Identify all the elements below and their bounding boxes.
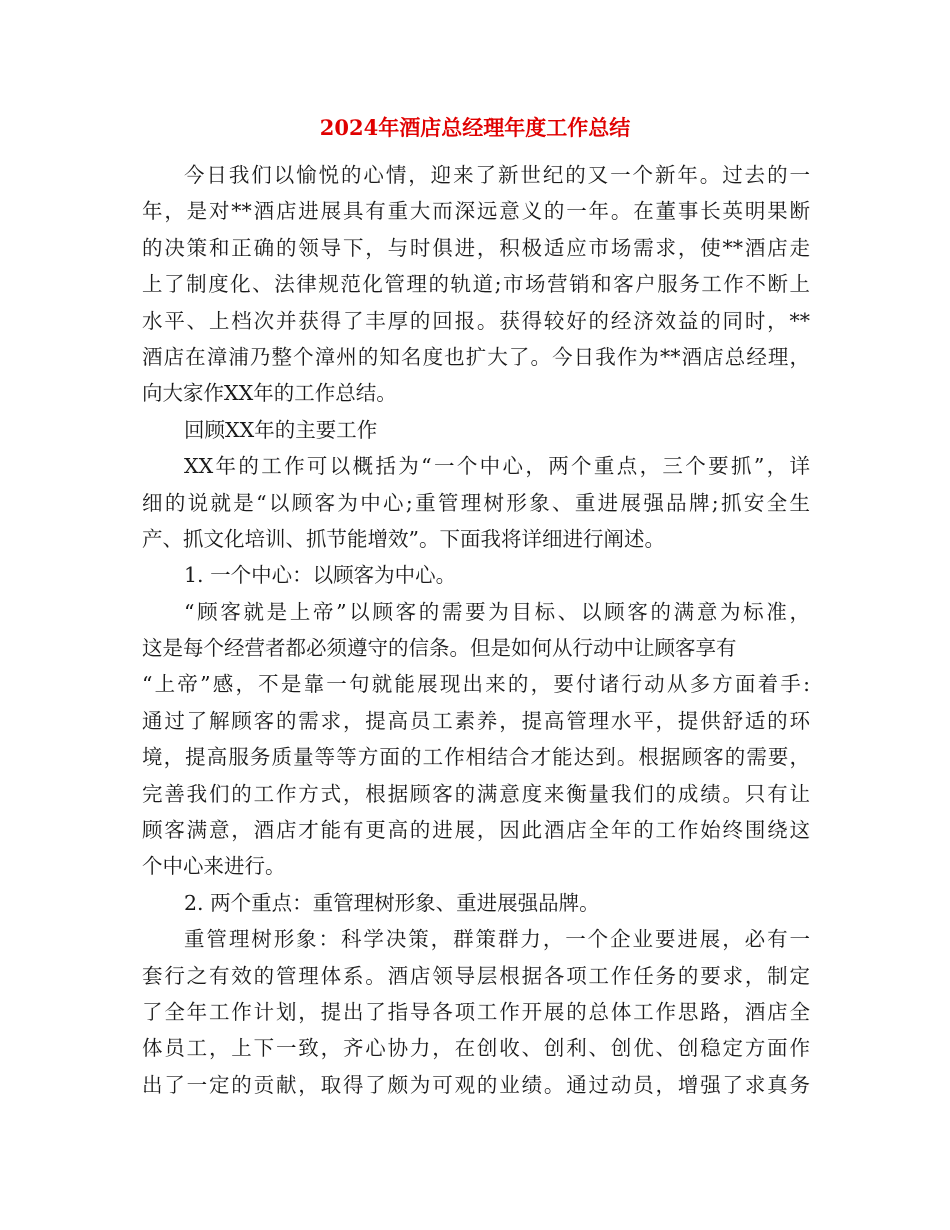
text-line: 2. 两个重点：重管理树形象、重进展强品牌。 [184,890,600,915]
document-title: 2024年酒店总经理年度工作总结 [319,115,631,140]
text-line: 回顾XX年的主要工作 [184,417,378,442]
text-line: 出了一定的贡献，取得了颇为可观的业绩。通过动员，增强了求真务 [142,1072,810,1097]
text-line: 个中心来进行。 [142,854,286,879]
text-line: 重管理树形象：科学决策，群策群力，一个企业要进展，必有一 [184,927,810,952]
text-line: “顾客就是上帝”以顾客的需要为目标、以顾客的满意为标准， [184,599,810,624]
text-line: 顾客满意，酒店才能有更高的进展，因此酒店全年的工作始终围绕这 [142,818,810,843]
text-line: XX年的工作可以概括为“一个中心，两个重点，三个要抓”，详 [184,454,810,479]
text-line: 年，是对**酒店进展具有重大而深远意义的一年。在董事长英明果断 [142,199,810,224]
text-line: 酒店在漳浦乃整个漳州的知名度也扩大了。今日我作为**酒店总经理， [142,344,810,369]
text-line: 这是每个经营者都必须遵守的信条。但是如何从行动中让顾客享有 [142,636,737,661]
document-body [142,157,810,1103]
text-line: 套行之有效的管理体系。酒店领导层根据各项工作任务的要求，制定 [142,963,810,988]
text-line: 向大家作XX年的工作总结。 [142,381,397,406]
text-line: 水平、上档次并获得了丰厚的回报。获得较好的经济效益的同时，** [142,308,810,333]
text-line: 1. 一个中心：以顾客为中心。 [184,563,457,588]
text-line: 今日我们以愉悦的心情，迎来了新世纪的又一个新年。过去的一 [184,163,810,187]
text-line: 了全年工作计划，提出了指导各项工作开展的总体工作思路，酒店全 [142,999,810,1024]
text-line: 境，提高服务质量等等方面的工作相结合才能达到。根据顾客的需要， [142,745,810,770]
text-line: 的决策和正确的领导下，与时俱进，积极适应市场需求，使**酒店走 [142,235,810,260]
text-line: 完善我们的工作方式，根据顾客的满意度来衡量我们的成绩。只有让 [142,781,810,806]
text-line: 体员工，上下一致，齐心协力，在创收、创利、创优、创稳定方面作 [142,1036,810,1061]
text-line: 产、抓文化培训、抓节能增效”。下面我将详细进行阐述。 [142,526,665,551]
text-line: 细的说就是“以顾客为中心;重管理树形象、重进展强品牌;抓安全生 [142,490,810,515]
text-line: 上了制度化、法律规范化管理的轨道;市场营销和客户服务工作不断上 [142,272,810,297]
text-line: 通过了解顾客的需求，提高员工素养，提高管理水平，提供舒适的环 [142,708,810,733]
text-line: “上帝”感，不是靠一句就能展现出来的，要付诸行动从多方面着手: [142,672,810,697]
